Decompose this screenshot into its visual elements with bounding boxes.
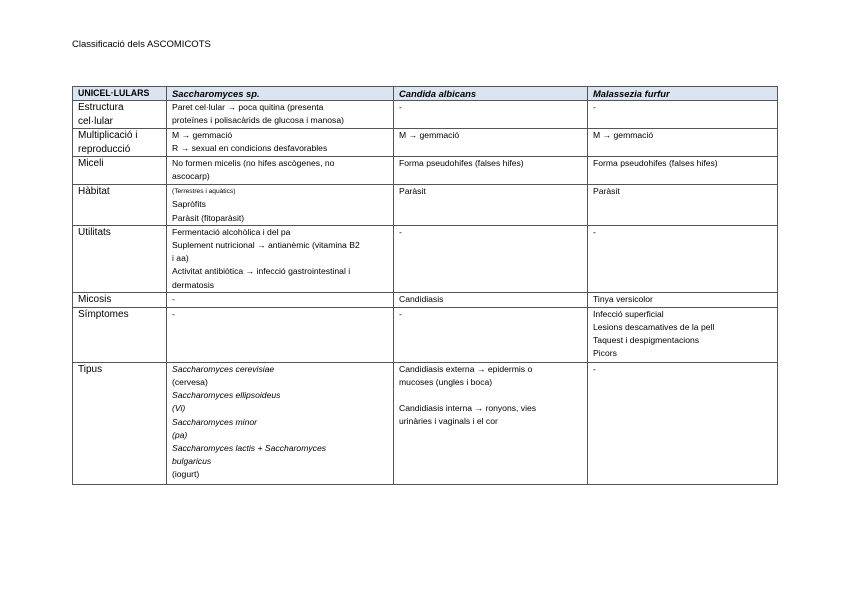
cell-line: (iogurt) (172, 469, 200, 480)
cell-line: (pa) (172, 429, 188, 440)
cell-line: Saccharomyces lactis + Saccharomyces (172, 443, 327, 454)
cell-line: Candidiasis interna → ronyons, vies (399, 403, 537, 414)
cell-line: Picors (593, 348, 617, 359)
cell-saccharomyces (167, 129, 394, 157)
cell-line: bulgaricus (172, 456, 212, 467)
cell-candida: M → gemmació (394, 129, 588, 157)
cell-saccharomyces: - (167, 307, 394, 362)
cell-malassezia: - (588, 101, 778, 129)
cell-line: ascocarp) (172, 171, 210, 182)
cell-candida: - (394, 101, 588, 129)
header-unicellulars: UNICEL·LULARS (73, 87, 167, 101)
cell-malassezia: Forma pseudohifes (falses hifes) (588, 157, 778, 185)
row-label: Utilitats (73, 225, 167, 292)
row-label: Multiplicació i reproducció (73, 129, 167, 157)
cell-line: mucoses (ungles i boca) (399, 377, 493, 388)
row-label: Estructura cel·lular (73, 101, 167, 129)
row-miceli (73, 157, 778, 185)
cell-saccharomyces (167, 101, 394, 129)
cell-saccharomyces (167, 157, 394, 185)
cell-line: Saccharomyces cerevisiae (172, 363, 275, 374)
cell-candida: Paràsit (394, 185, 588, 226)
cell-line: M → gemmació (172, 130, 233, 141)
cell-line: (Terrestres i aquàtics) (172, 188, 236, 196)
row-simptomes (73, 307, 778, 362)
row-habitat (73, 185, 778, 226)
cell-malassezia: M → gemmació (588, 129, 778, 157)
cell-line: No formen micelis (no hifes ascògenes, no (172, 158, 335, 169)
row-tipus (73, 362, 778, 484)
cell-malassezia: - (588, 225, 778, 292)
row-estructura (73, 101, 778, 129)
cell-candida: Candidiasis (394, 292, 588, 307)
blank-line (399, 389, 582, 402)
row-multiplicacio (73, 129, 778, 157)
cell-line: Activitat antibiòtica → infecció gastrointestinal i (172, 266, 351, 277)
row-label: Hàbitat (73, 185, 167, 226)
cell-line: Infecció superficial (593, 308, 664, 319)
header-saccharomyces: Saccharomyces sp. (167, 87, 394, 101)
cell-malassezia: Tinya versicolor (588, 292, 778, 307)
header-malassezia: Malassezia furfur (588, 87, 778, 101)
row-utilitats (73, 225, 778, 292)
row-micosis (73, 292, 778, 307)
cell-line: Saccharomyces minor (172, 416, 258, 427)
header-row (73, 87, 778, 101)
cell-line: Saccharomyces ellipsoideus (172, 390, 281, 401)
cell-line: proteïnes i polisacàrids de glucosa i manosa) (172, 115, 344, 126)
cell-malassezia (588, 307, 778, 362)
row-label: Micosis (73, 292, 167, 307)
cell-candida: - (394, 307, 588, 362)
cell-saccharomyces (167, 185, 394, 226)
cell-line: Sapròfits (172, 199, 206, 210)
cell-line: i aa) (172, 253, 189, 264)
cell-candida: - (394, 225, 588, 292)
cell-malassezia: Paràsit (588, 185, 778, 226)
cell-line: Paret cel·lular → poca quitina (presenta (172, 102, 324, 113)
cell-saccharomyces: - (167, 292, 394, 307)
cell-line: dermatosis (172, 279, 215, 290)
cell-line: urinàries i vaginals i el cor (399, 416, 498, 427)
cell-candida: Forma pseudohifes (falses hifes) (394, 157, 588, 185)
cell-saccharomyces (167, 225, 394, 292)
cell-saccharomyces (167, 362, 394, 484)
cell-line: Suplement nutricional → antianèmic (vitamina B2 (172, 240, 360, 251)
cell-malassezia: - (588, 362, 778, 484)
header-candida: Candida albicans (394, 87, 588, 101)
page-title: Classificació dels ASCOMICOTS (72, 39, 211, 50)
cell-line: Candidiasis externa → epidermis o (399, 363, 533, 374)
row-label: Símptomes (73, 307, 167, 362)
cell-line: Lesions descamatives de la pell (593, 322, 715, 333)
row-label: Tipus (73, 362, 167, 484)
classification-table (72, 86, 778, 485)
cell-line: (cervesa) (172, 377, 208, 388)
cell-line: (Vi) (172, 403, 186, 414)
cell-line: Fermentació alcohòlica i del pa (172, 226, 291, 237)
cell-line: Paràsit (fitoparàsit) (172, 212, 245, 223)
cell-line: Taquest i despigmentacions (593, 335, 700, 346)
row-label: Miceli (73, 157, 167, 185)
cell-candida (394, 362, 588, 484)
cell-line: R → sexual en condicions desfavorables (172, 143, 328, 154)
